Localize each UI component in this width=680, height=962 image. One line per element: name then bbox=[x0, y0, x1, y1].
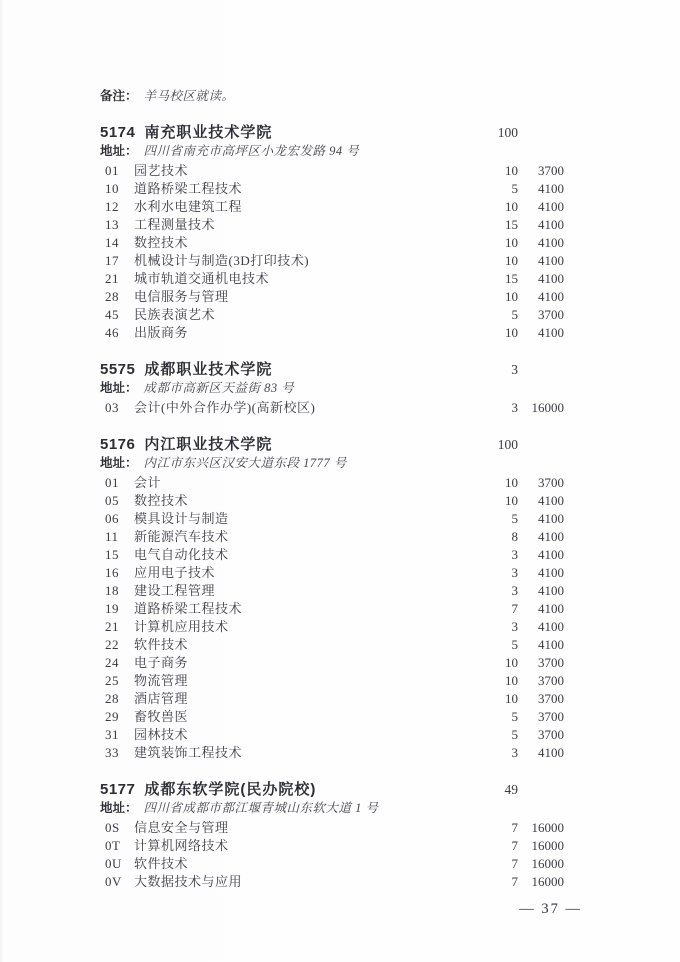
major-quota: 5 bbox=[511, 727, 518, 742]
school-header-row bbox=[100, 779, 564, 800]
major-code: 13 bbox=[105, 217, 119, 232]
school-total-quota: 100 bbox=[497, 437, 518, 452]
major-tuition: 3700 bbox=[538, 163, 564, 178]
school-sections-list bbox=[100, 122, 564, 891]
major-quota: 10 bbox=[505, 655, 518, 670]
major-quota: 3 bbox=[511, 565, 518, 580]
major-tuition: 4100 bbox=[538, 325, 564, 340]
address-label: 地址： bbox=[100, 381, 138, 395]
major-quota: 10 bbox=[505, 691, 518, 706]
school-name: 成都东软学院(民办院校) bbox=[144, 781, 317, 798]
major-name: 数控技术 bbox=[134, 235, 189, 250]
major-name: 机械设计与制造(3D打印技术) bbox=[134, 253, 310, 268]
major-tuition: 4100 bbox=[538, 199, 564, 214]
major-row bbox=[100, 873, 564, 891]
major-name: 园艺技术 bbox=[134, 163, 189, 178]
major-code: 12 bbox=[105, 199, 119, 214]
major-tuition: 4100 bbox=[538, 601, 564, 616]
major-tuition: 4100 bbox=[538, 547, 564, 562]
major-quota: 3 bbox=[511, 583, 518, 598]
major-name: 出版商务 bbox=[134, 325, 189, 340]
remark-label: 备注： bbox=[100, 89, 138, 103]
school-header-row bbox=[100, 434, 564, 455]
major-code: 21 bbox=[105, 271, 119, 286]
major-tuition: 3700 bbox=[538, 307, 564, 322]
major-name: 软件技术 bbox=[134, 856, 189, 871]
major-tuition: 16000 bbox=[531, 874, 564, 889]
address-text: 四川省南充市高坪区小龙宏发路 94 号 bbox=[143, 144, 360, 158]
major-quota: 3 bbox=[511, 400, 518, 415]
school-address-row bbox=[100, 800, 564, 817]
major-row bbox=[100, 855, 564, 873]
major-quota: 10 bbox=[505, 325, 518, 340]
major-code: 11 bbox=[105, 529, 119, 544]
school-code: 5176 bbox=[100, 436, 136, 453]
major-quota: 3 bbox=[511, 619, 518, 634]
school-address-row bbox=[100, 143, 564, 160]
major-code: 29 bbox=[105, 709, 119, 724]
major-row bbox=[100, 744, 564, 762]
major-list bbox=[100, 162, 564, 342]
major-tuition: 3700 bbox=[538, 655, 564, 670]
major-row bbox=[100, 690, 564, 708]
major-code: 17 bbox=[105, 253, 119, 268]
school-section bbox=[100, 122, 564, 342]
major-name: 电气自动化技术 bbox=[134, 547, 229, 562]
major-name: 模具设计与制造 bbox=[134, 511, 229, 526]
major-code: 0T bbox=[105, 838, 121, 853]
major-name: 新能源汽车技术 bbox=[134, 529, 229, 544]
school-total-quota: 3 bbox=[511, 362, 518, 377]
major-list bbox=[100, 474, 564, 762]
major-row bbox=[100, 324, 564, 342]
major-row bbox=[100, 636, 564, 654]
major-row bbox=[100, 708, 564, 726]
major-quota: 3 bbox=[511, 547, 518, 562]
major-quota: 10 bbox=[505, 493, 518, 508]
major-tuition: 16000 bbox=[531, 838, 564, 853]
major-name: 软件技术 bbox=[134, 637, 189, 652]
major-name: 会计(中外合作办学)(高新校区) bbox=[134, 400, 316, 415]
major-quota: 7 bbox=[511, 838, 518, 853]
major-code: 05 bbox=[105, 493, 119, 508]
school-total-quota: 100 bbox=[497, 125, 518, 140]
major-quota: 15 bbox=[505, 217, 518, 232]
major-code: 01 bbox=[105, 163, 119, 178]
major-name: 大数据技术与应用 bbox=[134, 874, 243, 889]
address-text: 内江市东兴区汉安大道东段 1777 号 bbox=[143, 456, 347, 470]
major-quota: 10 bbox=[505, 163, 518, 178]
major-code: 10 bbox=[105, 181, 119, 196]
remark-line bbox=[100, 88, 564, 105]
address-label: 地址： bbox=[100, 456, 138, 470]
major-code: 21 bbox=[105, 619, 119, 634]
major-name: 工程测量技术 bbox=[134, 217, 216, 232]
school-name: 内江职业技术学院 bbox=[144, 436, 273, 453]
school-name: 南充职业技术学院 bbox=[144, 124, 273, 141]
address-text: 成都市高新区天益街 83 号 bbox=[143, 381, 295, 395]
major-quota: 5 bbox=[511, 511, 518, 526]
major-tuition: 4100 bbox=[538, 253, 564, 268]
major-tuition: 16000 bbox=[531, 400, 564, 415]
major-tuition: 4100 bbox=[538, 235, 564, 250]
major-name: 计算机应用技术 bbox=[134, 619, 229, 634]
school-name: 成都职业技术学院 bbox=[144, 361, 273, 378]
major-tuition: 4100 bbox=[538, 181, 564, 196]
major-quota: 10 bbox=[505, 199, 518, 214]
major-row bbox=[100, 306, 564, 324]
major-code: 45 bbox=[105, 307, 119, 322]
major-name: 数控技术 bbox=[134, 493, 189, 508]
major-row bbox=[100, 672, 564, 690]
major-tuition: 4100 bbox=[538, 511, 564, 526]
major-quota: 7 bbox=[511, 856, 518, 871]
page-number bbox=[519, 901, 582, 918]
major-quota: 7 bbox=[511, 601, 518, 616]
major-code: 0U bbox=[105, 856, 122, 871]
major-tuition: 4100 bbox=[538, 619, 564, 634]
major-tuition: 16000 bbox=[531, 856, 564, 871]
major-tuition: 3700 bbox=[538, 673, 564, 688]
major-name: 水利水电建筑工程 bbox=[134, 199, 243, 214]
major-code: 19 bbox=[105, 601, 119, 616]
major-name: 建设工程管理 bbox=[134, 583, 216, 598]
major-row bbox=[100, 510, 564, 528]
major-code: 28 bbox=[105, 289, 119, 304]
major-tuition: 4100 bbox=[538, 583, 564, 598]
address-text: 四川省成都市都江堰青城山东软大道 1 号 bbox=[143, 801, 379, 815]
major-row bbox=[100, 270, 564, 288]
school-header-row bbox=[100, 122, 564, 143]
school-address-row bbox=[100, 380, 564, 397]
major-tuition: 4100 bbox=[538, 289, 564, 304]
major-quota: 8 bbox=[511, 529, 518, 544]
school-header-row bbox=[100, 359, 564, 380]
major-row bbox=[100, 528, 564, 546]
school-section bbox=[100, 434, 564, 762]
major-quota: 5 bbox=[511, 709, 518, 724]
major-row bbox=[100, 399, 564, 417]
major-quota: 7 bbox=[511, 874, 518, 889]
major-name: 应用电子技术 bbox=[134, 565, 216, 580]
major-code: 0V bbox=[105, 874, 122, 889]
major-tuition: 4100 bbox=[538, 493, 564, 508]
major-tuition: 3700 bbox=[538, 709, 564, 724]
school-total-quota: 49 bbox=[504, 782, 518, 797]
major-row bbox=[100, 819, 564, 837]
major-row bbox=[100, 288, 564, 306]
major-code: 24 bbox=[105, 655, 119, 670]
major-tuition: 16000 bbox=[531, 820, 564, 835]
major-row bbox=[100, 180, 564, 198]
major-list bbox=[100, 819, 564, 891]
major-name: 计算机网络技术 bbox=[134, 838, 229, 853]
major-name: 民族表演艺术 bbox=[134, 307, 216, 322]
major-code: 22 bbox=[105, 637, 119, 652]
major-code: 31 bbox=[105, 727, 119, 742]
major-code: 28 bbox=[105, 691, 119, 706]
major-quota: 5 bbox=[511, 637, 518, 652]
major-quota: 10 bbox=[505, 289, 518, 304]
major-quota: 10 bbox=[505, 235, 518, 250]
major-code: 01 bbox=[105, 475, 119, 490]
major-row bbox=[100, 216, 564, 234]
major-row bbox=[100, 198, 564, 216]
major-code: 14 bbox=[105, 235, 119, 250]
major-row bbox=[100, 582, 564, 600]
major-name: 城市轨道交通机电技术 bbox=[134, 271, 270, 286]
major-row bbox=[100, 474, 564, 492]
major-row bbox=[100, 546, 564, 564]
major-row bbox=[100, 492, 564, 510]
major-name: 信息安全与管理 bbox=[134, 820, 229, 835]
school-code: 5575 bbox=[100, 361, 136, 378]
major-name: 道路桥梁工程技术 bbox=[134, 181, 243, 196]
major-code: 15 bbox=[105, 547, 119, 562]
major-code: 16 bbox=[105, 565, 119, 580]
major-tuition: 4100 bbox=[538, 637, 564, 652]
major-row bbox=[100, 618, 564, 636]
address-label: 地址： bbox=[100, 144, 138, 158]
major-tuition: 4100 bbox=[538, 565, 564, 580]
major-quota: 5 bbox=[511, 307, 518, 322]
major-code: 06 bbox=[105, 511, 119, 526]
major-row bbox=[100, 837, 564, 855]
school-code: 5174 bbox=[100, 124, 136, 141]
document-content bbox=[100, 88, 564, 891]
major-code: 18 bbox=[105, 583, 119, 598]
major-tuition: 4100 bbox=[538, 217, 564, 232]
major-quota: 5 bbox=[511, 181, 518, 196]
school-section bbox=[100, 779, 564, 891]
major-row bbox=[100, 234, 564, 252]
major-name: 物流管理 bbox=[134, 673, 189, 688]
major-quota: 10 bbox=[505, 253, 518, 268]
major-row bbox=[100, 726, 564, 744]
major-tuition: 4100 bbox=[538, 271, 564, 286]
school-section bbox=[100, 359, 564, 417]
major-name: 电信服务与管理 bbox=[134, 289, 229, 304]
major-row bbox=[100, 564, 564, 582]
major-code: 33 bbox=[105, 745, 119, 760]
major-name: 会计 bbox=[134, 475, 162, 490]
major-tuition: 4100 bbox=[538, 745, 564, 760]
major-list bbox=[100, 399, 564, 417]
major-row bbox=[100, 162, 564, 180]
major-tuition: 3700 bbox=[538, 475, 564, 490]
major-name: 畜牧兽医 bbox=[134, 709, 189, 724]
major-quota: 10 bbox=[505, 673, 518, 688]
major-row bbox=[100, 654, 564, 672]
major-tuition: 4100 bbox=[538, 529, 564, 544]
address-label: 地址： bbox=[100, 801, 138, 815]
major-quota: 3 bbox=[511, 745, 518, 760]
school-address-row bbox=[100, 455, 564, 472]
school-code: 5177 bbox=[100, 781, 136, 798]
remark-text: 羊马校区就读。 bbox=[143, 89, 235, 103]
major-code: 03 bbox=[105, 400, 119, 415]
page-number-text: — 37 — bbox=[519, 901, 582, 917]
major-tuition: 3700 bbox=[538, 727, 564, 742]
major-row bbox=[100, 252, 564, 270]
major-name: 建筑装饰工程技术 bbox=[134, 745, 243, 760]
major-code: 46 bbox=[105, 325, 119, 340]
major-row bbox=[100, 600, 564, 618]
major-name: 园林技术 bbox=[134, 727, 189, 742]
major-quota: 7 bbox=[511, 820, 518, 835]
major-name: 酒店管理 bbox=[134, 691, 189, 706]
major-quota: 15 bbox=[505, 271, 518, 286]
major-tuition: 3700 bbox=[538, 691, 564, 706]
major-name: 电子商务 bbox=[134, 655, 189, 670]
major-quota: 10 bbox=[505, 475, 518, 490]
major-code: 25 bbox=[105, 673, 119, 688]
major-code: 0S bbox=[105, 820, 120, 835]
major-name: 道路桥梁工程技术 bbox=[134, 601, 243, 616]
